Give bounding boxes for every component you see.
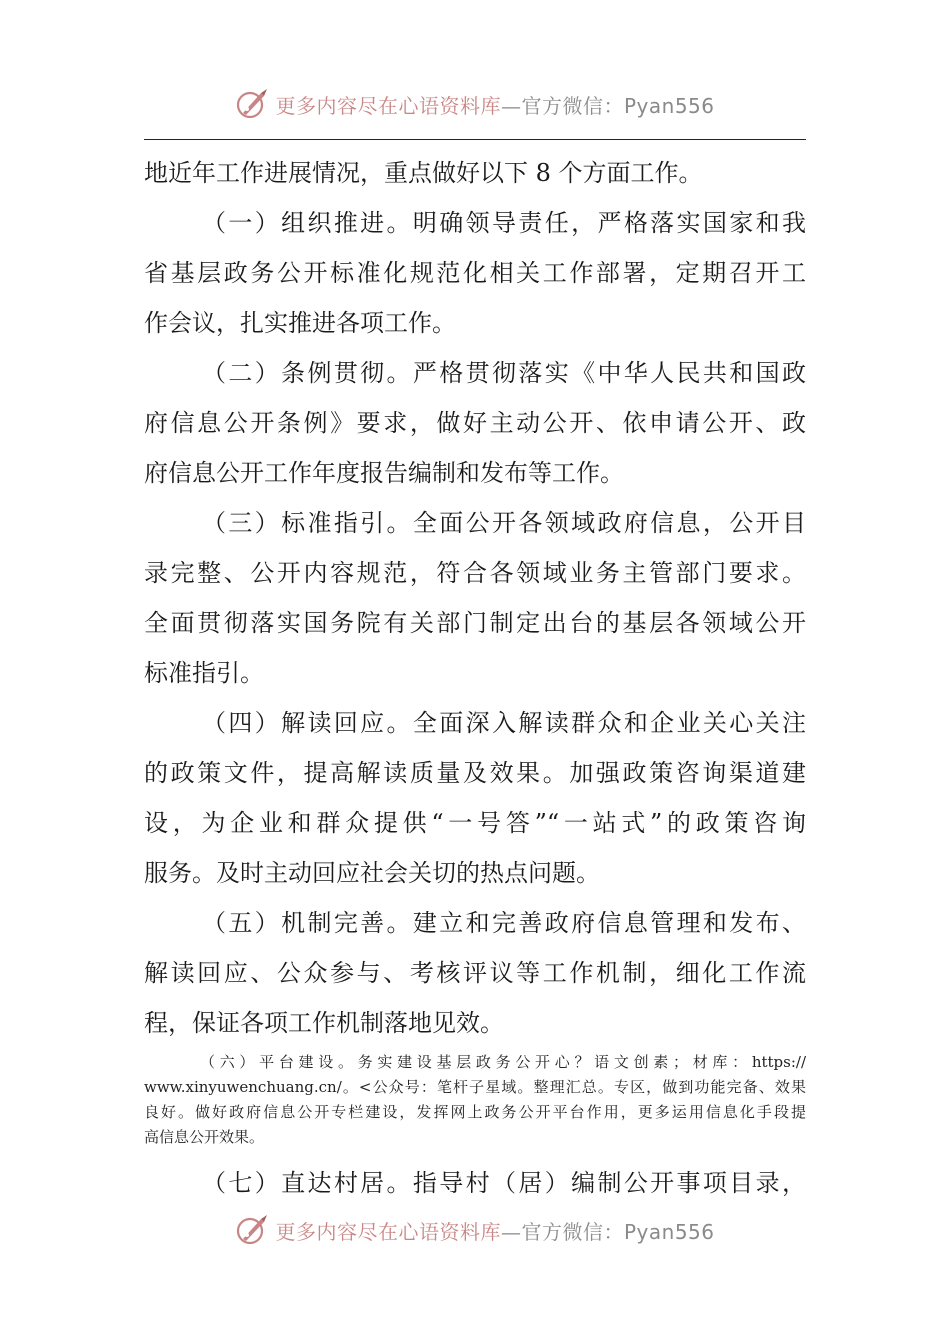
paragraph-line: （五）机制完善。建立和完善政府信息管理和发布、 xyxy=(202,909,806,937)
paragraph-line: 设，为企业和群众提供“一号答”“一站式”的政策咨询 xyxy=(144,809,806,837)
small-paragraph-line: 良好。做好政府信息公开专栏建设，发挥网上政务公开平台作用，更多运用信息化手段提 xyxy=(144,1103,806,1121)
paragraph-line: 录完整、公开内容规范，符合各领域业务主管部门要求。 xyxy=(144,559,806,587)
quill-logo-icon xyxy=(235,87,269,121)
watermark-separator: — xyxy=(500,93,522,118)
watermark-text xyxy=(275,90,714,119)
paragraph-line: 的政策文件，提高解读质量及效果。加强政策咨询渠道建 xyxy=(144,759,806,787)
watermark-separator: — xyxy=(500,1219,522,1244)
paragraph-line: 服务。及时主动回应社会关切的热点问题。 xyxy=(144,859,600,887)
paragraph-line: 府信息公开工作年度报告编制和发布等工作。 xyxy=(144,459,624,487)
paragraph-line: 程，保证各项工作机制落地见效。 xyxy=(144,1009,504,1037)
paragraph-line: （二）条例贯彻。严格贯彻落实《中华人民共和国政 xyxy=(202,359,806,387)
inserted-small-paragraph xyxy=(144,1050,806,1150)
watermark-site-text: 更多内容尽在心语资料库 xyxy=(275,1219,501,1244)
paragraph-line: 解读回应、公众参与、考核评议等工作机制，细化工作流 xyxy=(144,959,806,987)
document-body xyxy=(144,148,806,1208)
watermark-label: 官方微信： xyxy=(521,1219,624,1244)
header-divider xyxy=(144,139,806,140)
paragraph-line: 地近年工作进展情况，重点做好以下 8 个方面工作。 xyxy=(144,159,703,187)
paragraph-line: （四）解读回应。全面深入解读群众和企业关心关注 xyxy=(202,709,806,737)
paragraph-line: （七）直达村居。指导村（居）编制公开事项目录， xyxy=(202,1169,806,1197)
quill-logo-icon xyxy=(235,1213,269,1247)
watermark-wechat-id: Pyan556 xyxy=(623,1219,715,1244)
header-watermark xyxy=(0,84,950,124)
watermark-label: 官方微信： xyxy=(521,93,624,118)
watermark-site-text: 更多内容尽在心语资料库 xyxy=(275,93,501,118)
paragraph-line: 全面贯彻落实国务院有关部门制定出台的基层各领域公开 xyxy=(144,609,806,637)
small-paragraph-line: （六）平台建设。务实建设基层政务公开心？语文创素；材库：https:// xyxy=(200,1053,806,1071)
paragraph-line: 作会议，扎实推进各项工作。 xyxy=(144,309,456,337)
watermark-text xyxy=(275,1216,714,1245)
small-paragraph-line: 高信息公开效果。 xyxy=(144,1128,265,1146)
paragraph-line: （三）标准指引。全面公开各领域政府信息，公开目 xyxy=(202,509,806,537)
small-paragraph-line: www.xinyuwenchuang.cn/。<公众号：笔杆子星域。整理汇总。专区，做到功能完备、效果 xyxy=(144,1078,806,1096)
paragraph-line: 府信息公开条例》要求，做好主动公开、依申请公开、政 xyxy=(144,409,806,437)
footer-watermark xyxy=(0,1210,950,1250)
paragraph-line: （一）组织推进。明确领导责任，严格落实国家和我 xyxy=(202,209,806,237)
paragraph-line: 标准指引。 xyxy=(144,659,264,687)
paragraph-line: 省基层政务公开标准化规范化相关工作部署，定期召开工 xyxy=(144,259,806,287)
watermark-wechat-id: Pyan556 xyxy=(623,93,715,118)
